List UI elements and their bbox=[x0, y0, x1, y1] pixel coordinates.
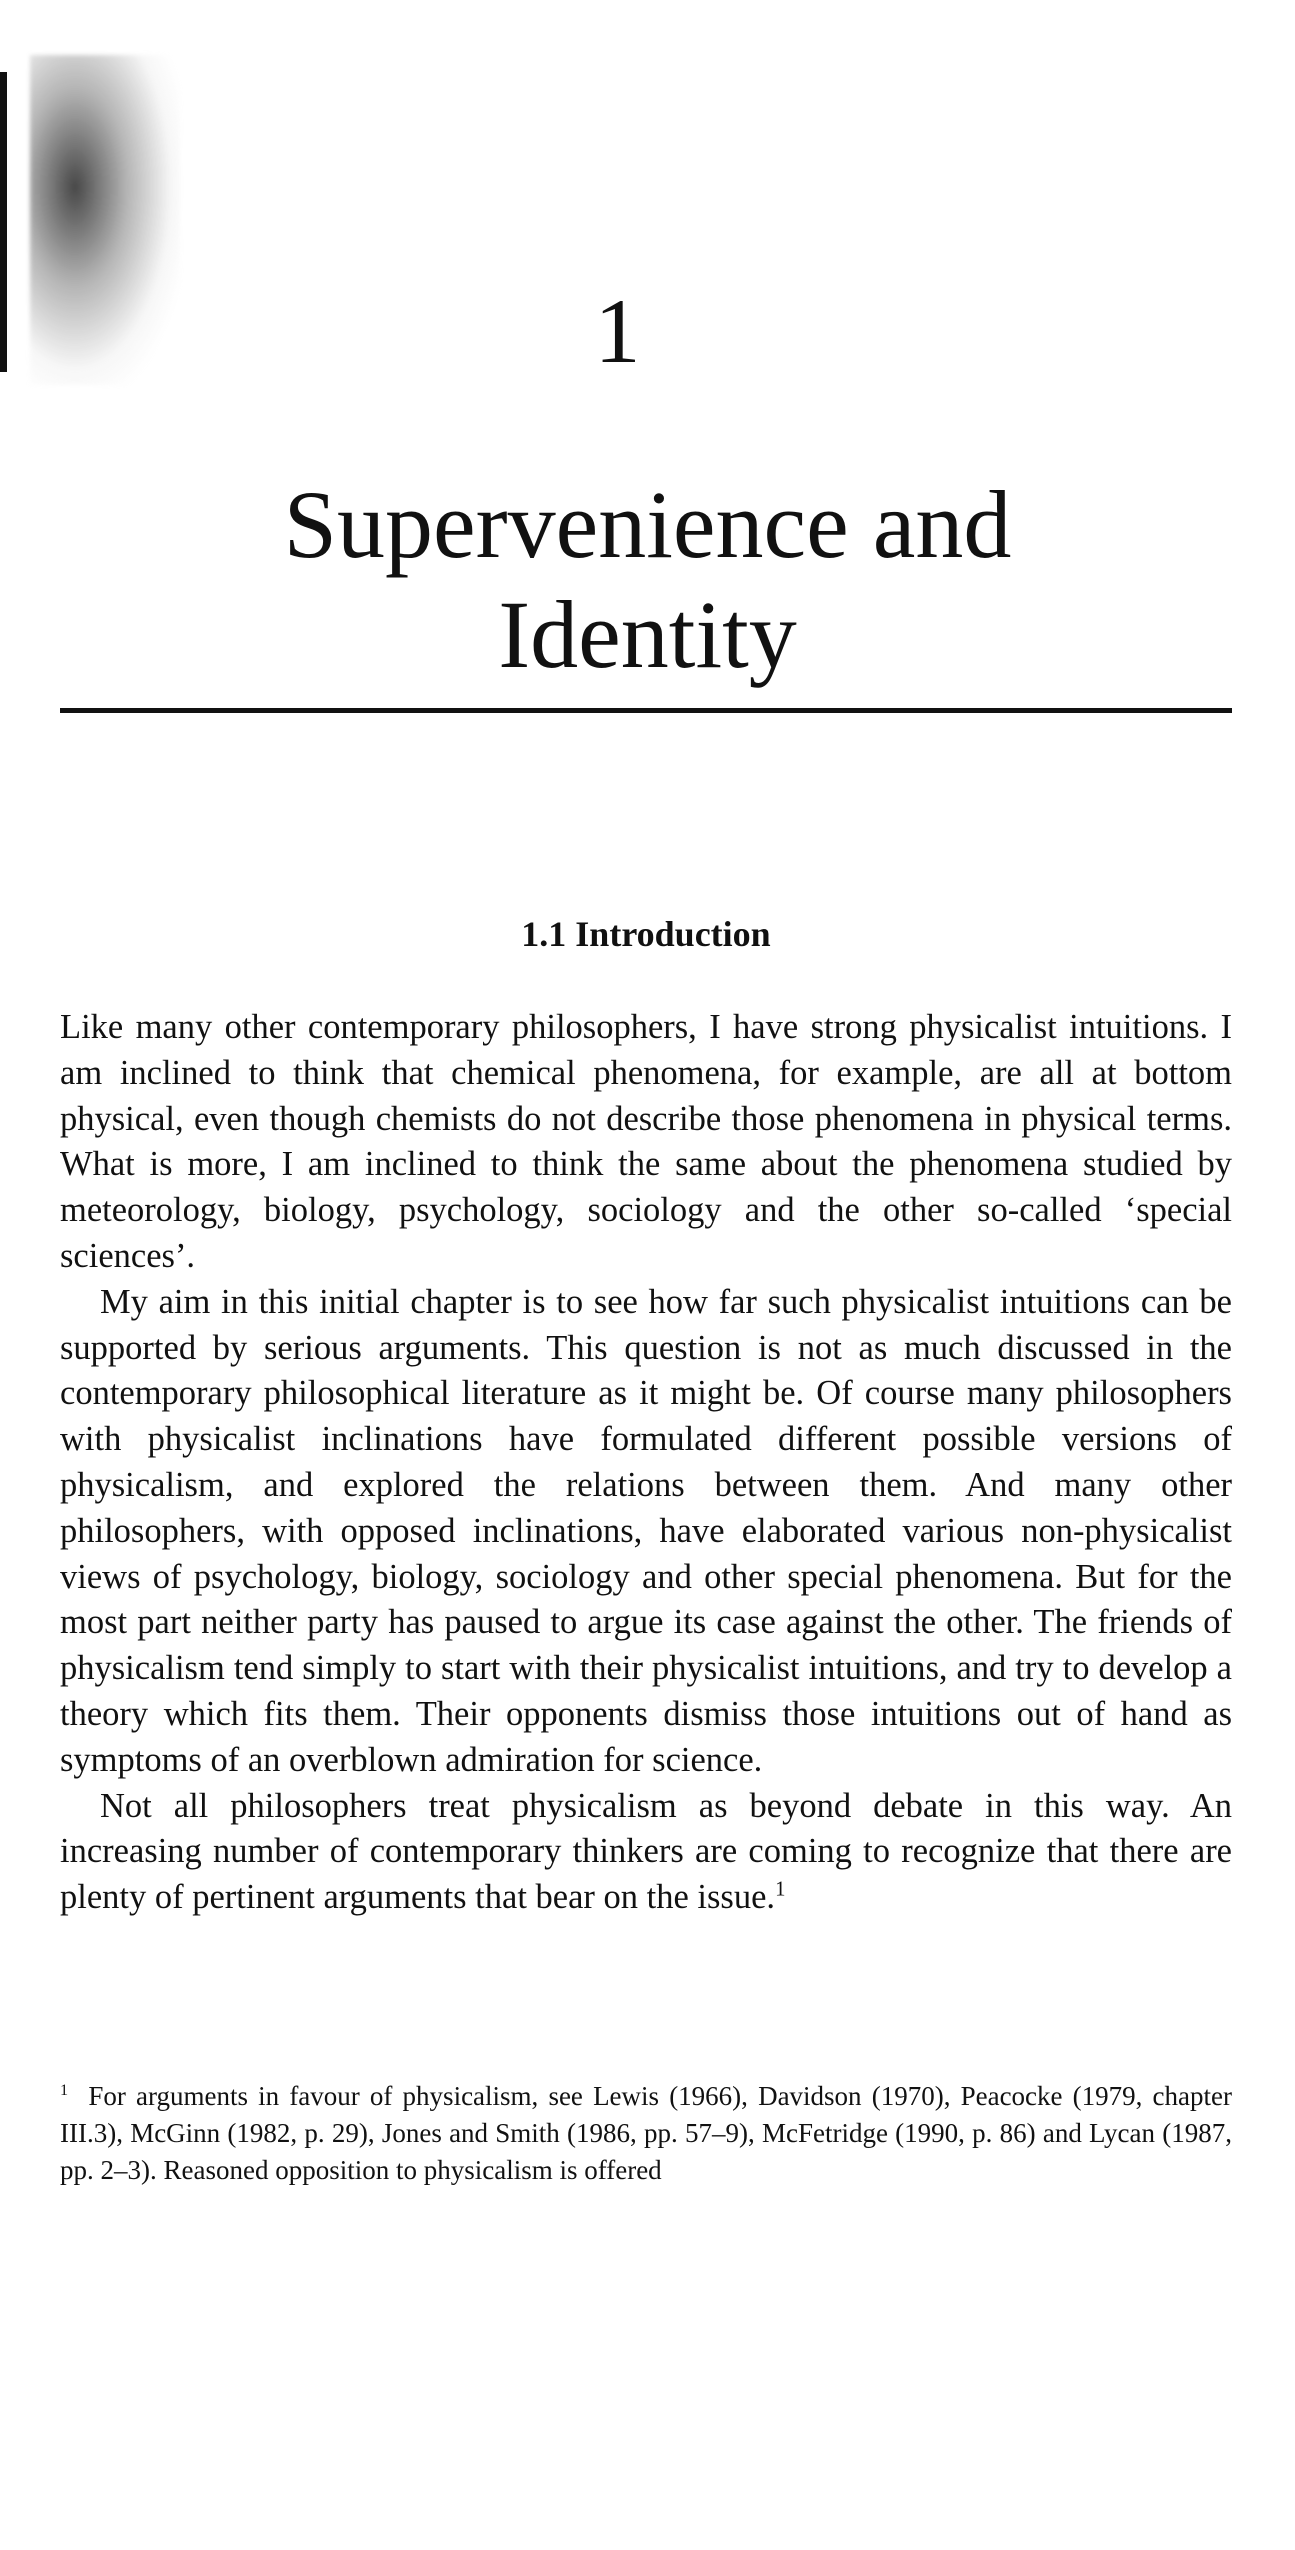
chapter-title-line-1: Supervenience and bbox=[283, 471, 1012, 578]
paragraph-1: Like many other contemporary philosophers, I have strong physicalist intuitions. I am inclined to think that chemical phenomena, for example, are all at bottom physical, even though chemists do not describe those phenomena in physical terms. What is more, I am inclined to think the same about the phenomena studied by meteorology, biology, psychology, sociology and the other so-called ‘special sciences’. bbox=[60, 1008, 1232, 1275]
footnote-marker: 1 bbox=[60, 2081, 69, 2099]
footnote bbox=[60, 2078, 1232, 2189]
paragraph-2: My aim in this initial chapter is to see how far such physicalist intuitions can be supported by serious arguments. This question is not as much discussed in the contemporary philosophical literature as it might be. Of course many philosophers with physicalist inclinations have formulated different possible versions of physicalism, and explored the relations between them. And many other philosophers, with opposed inclinations, have elaborated various non-physicalist views of psychology, biology, sociology and other special phenomena. But for the most part neither party has paused to argue its case against the other. The friends of physicalism tend simply to start with their physicalist intuitions, and try to develop a theory which fits them. Their opponents dismiss those intuitions out of hand as symptoms of an overblown admiration for science. bbox=[60, 1282, 1232, 1779]
chapter-title bbox=[60, 470, 1235, 690]
footnote-reference[interactable]: 1 bbox=[775, 1878, 786, 1901]
section-heading: 1.1 Introduction bbox=[521, 914, 771, 954]
body-text bbox=[60, 1005, 1232, 1921]
footnote-text: For arguments in favour of physicalism, see Lewis (1966), Davidson (1970), Peacocke (1979, chapter III.3), McGinn (1982, p. 29), Jones and Smith (1986, pp. 57–9), McFetridge (1990, p. 86) and Lycan (1987, pp. 2–3). Reasoned opposition to physicalism is offered bbox=[60, 2081, 1232, 2185]
chapter-title-line-2: Identity bbox=[498, 581, 797, 688]
title-rule bbox=[60, 708, 1232, 713]
paragraph-3-text: Not all philosophers treat physicalism as beyond debate in this way. An increasing number of contemporary thinkers are coming to recognize that there are plenty of pertinent arguments that bear on the issue. bbox=[60, 1786, 1232, 1917]
chapter-number: 1 bbox=[594, 280, 641, 382]
paragraph-3 bbox=[60, 1784, 1232, 1921]
